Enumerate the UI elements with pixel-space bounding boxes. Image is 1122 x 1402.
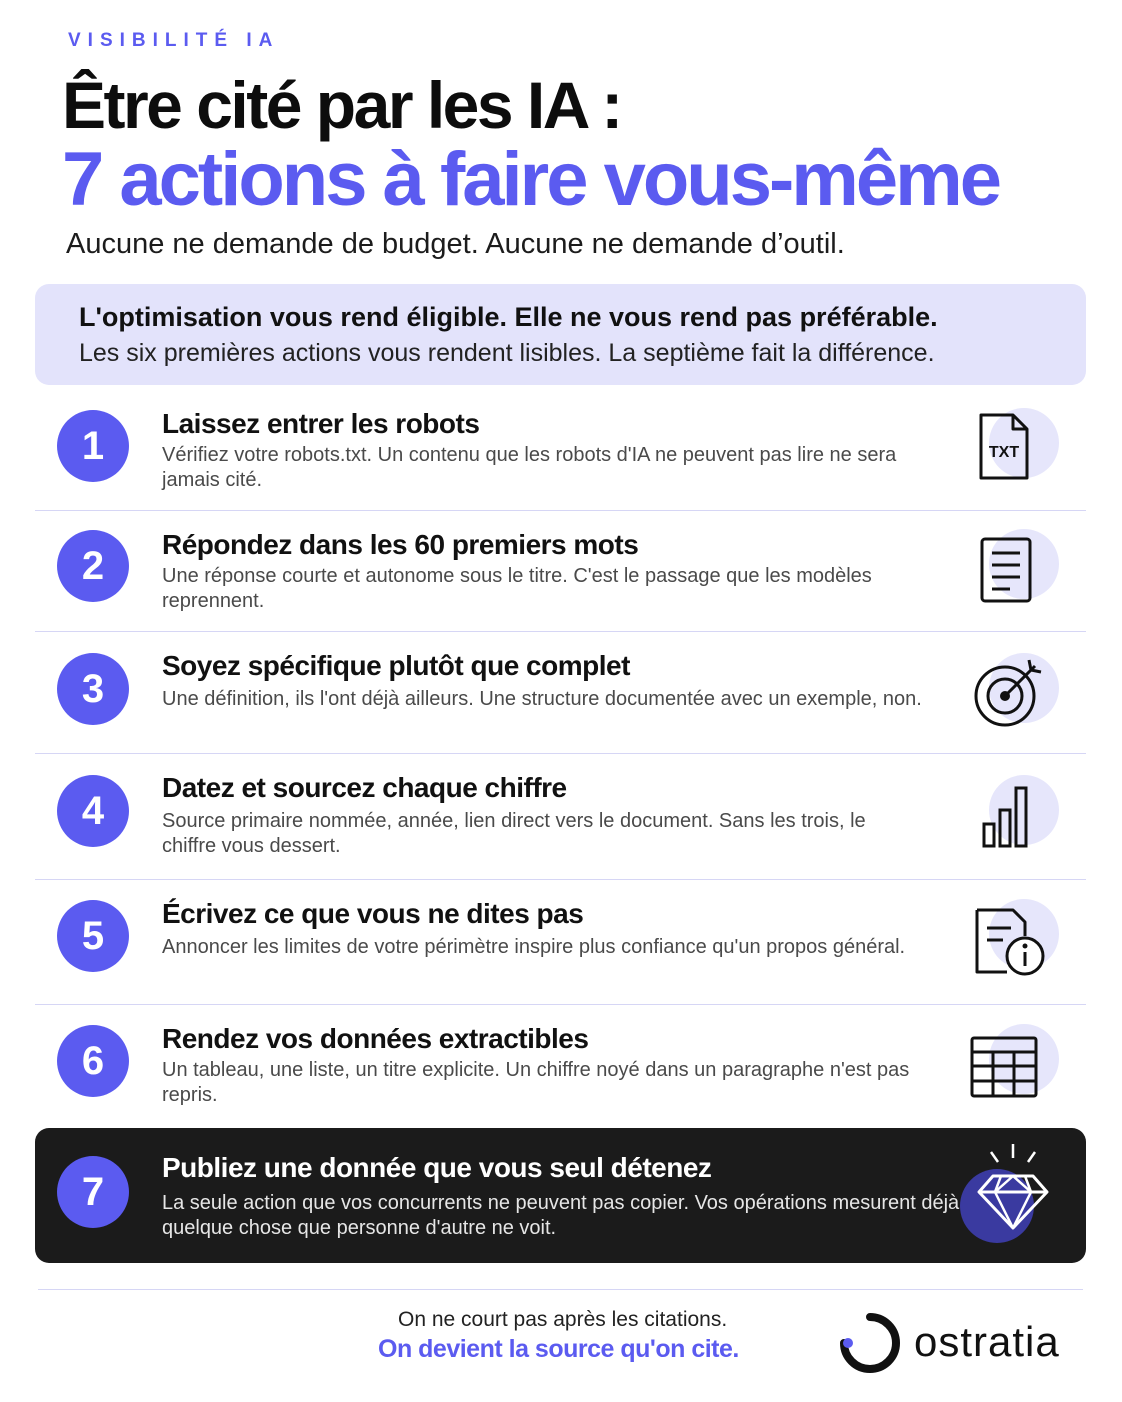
bar-chart-icon: [980, 784, 1040, 850]
action-text: Une définition, ils l'ont déjà ailleurs. Une structure documentée avec un exemple, non.: [162, 688, 922, 710]
document-icon: [978, 535, 1034, 605]
callout-text: Les six premières actions vous rendent lisibles. La septième fait la différence.: [79, 339, 935, 367]
callout-box: [35, 284, 1086, 385]
action-row-5: [35, 880, 1086, 1005]
action-title: Publiez une donnée que vous seul détenez: [162, 1152, 712, 1183]
logo-wordmark: ostratia: [914, 1318, 1060, 1365]
action-text: La seule action que vos concurrents ne peuvent pas copier. Vos opérations mesurent déjà quelque chose que personne d'autre ne voit.: [162, 1192, 960, 1239]
footer-divider: [38, 1289, 1083, 1290]
action-title: Laissez entrer les robots: [162, 408, 480, 439]
action-text: Source primaire nommée, année, lien direct vers le document. Sans les trois, le chiffre vous dessert.: [162, 810, 866, 857]
action-number-badge: 2: [57, 530, 129, 602]
footer-tagline: On ne court pas après les citations.: [398, 1308, 728, 1331]
action-row-3: [35, 632, 1086, 754]
action-number-badge: 6: [57, 1025, 129, 1097]
action-text: Annoncer les limites de votre périmètre inspire plus confiance qu'un propos général.: [162, 936, 906, 958]
document-info-icon: [973, 906, 1049, 978]
page-subtitle: Aucune ne demande de budget. Aucune ne demande d’outil.: [66, 228, 845, 260]
action-title: Soyez spécifique plutôt que complet: [162, 650, 630, 681]
action-title: Écrivez ce que vous ne dites pas: [162, 898, 584, 929]
action-row-4: [35, 754, 1086, 880]
action-number-badge: 1: [57, 410, 129, 482]
action-text: Vérifiez votre robots.txt. Un contenu que les robots d'IA ne peuvent pas lire ne sera jamais cité.: [162, 444, 897, 491]
action-row-2: [35, 511, 1086, 632]
action-number-badge: 7: [57, 1156, 129, 1228]
page-title-line2: 7 actions à faire vous-même: [62, 137, 999, 222]
target-icon: [971, 654, 1047, 730]
action-row-6: [35, 1005, 1086, 1128]
footer-tagline-accent: On devient la source qu'on cite.: [378, 1335, 739, 1363]
callout-title: L'optimisation vous rend éligible. Elle ne vous rend pas préférable.: [79, 302, 938, 332]
txt-file-icon: [975, 412, 1035, 482]
action-title: Répondez dans les 60 premiers mots: [162, 529, 639, 560]
action-text: Une réponse courte et autonome sous le titre. C'est le passage que les modèles reprennent.: [162, 565, 872, 612]
diamond-icon: [971, 1140, 1055, 1236]
txt-file-label: TXT: [988, 444, 1020, 461]
action-number-badge: 4: [57, 775, 129, 847]
action-row-7: [35, 1128, 1086, 1263]
table-icon: [969, 1035, 1039, 1099]
eyebrow-label: VISIBILITÉ IA: [68, 30, 280, 51]
ostratia-logo-icon: [838, 1311, 902, 1375]
page-title-line1: Être cité par les IA :: [62, 68, 621, 142]
action-text: Un tableau, une liste, un titre explicite. Un chiffre noyé dans un paragraphe n'est pas repris.: [162, 1059, 910, 1106]
action-number-badge: 5: [57, 900, 129, 972]
action-title: Datez et sourcez chaque chiffre: [162, 772, 567, 803]
action-number-badge: 3: [57, 653, 129, 725]
action-row-1: [35, 390, 1086, 511]
action-title: Rendez vos données extractibles: [162, 1023, 589, 1054]
